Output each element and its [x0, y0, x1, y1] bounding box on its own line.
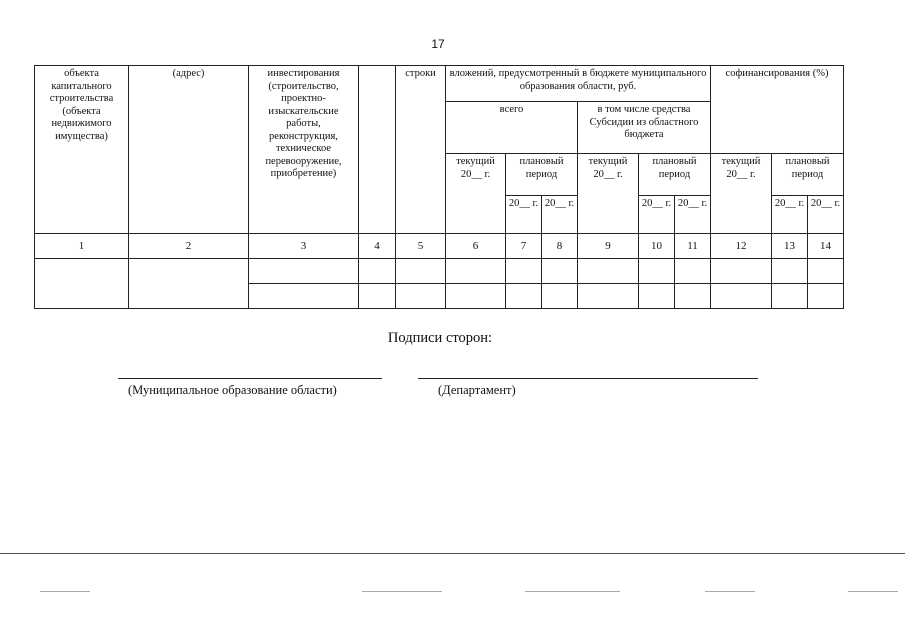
header-subsidy: в том числе средства Субсидии из областного бюджета: [578, 102, 711, 154]
signature-label-municipality: (Муниципальное образование области): [128, 383, 337, 397]
header-current-year: текущий 20__ г.: [578, 154, 639, 234]
empty-cell: [506, 259, 542, 284]
signature-line-department: [418, 378, 758, 379]
empty-cell: [808, 284, 844, 309]
header-planned-period: плановый период: [639, 154, 711, 196]
header-year: 20__ г.: [506, 196, 542, 234]
empty-cell: [675, 259, 711, 284]
empty-cell: [772, 259, 808, 284]
empty-cell: [639, 259, 675, 284]
header-year: 20__ г.: [808, 196, 844, 234]
empty-cell: [711, 259, 772, 284]
empty-cell: [446, 259, 506, 284]
empty-cell: [542, 259, 578, 284]
header-address: (адрес): [129, 66, 249, 234]
header-year: 20__ г.: [639, 196, 675, 234]
empty-cell: [129, 259, 249, 309]
empty-cell: [542, 284, 578, 309]
empty-cell: [396, 259, 446, 284]
header-year: 20__ г.: [675, 196, 711, 234]
column-number: 14: [808, 234, 844, 259]
empty-cell: [578, 284, 639, 309]
header-year: 20__ г.: [772, 196, 808, 234]
column-number: 3: [249, 234, 359, 259]
empty-cell: [249, 284, 359, 309]
header-current-year: текущий 20__ г.: [446, 154, 506, 234]
column-number: 12: [711, 234, 772, 259]
header-budget: вложений, предусмотренный в бюджете муниципального образования области, руб.: [446, 66, 711, 102]
column-number: 1: [35, 234, 129, 259]
footer-dash: [362, 591, 442, 592]
footer-dash: [848, 591, 898, 592]
column-number: 11: [675, 234, 711, 259]
footer-dash: [705, 591, 755, 592]
footer-dash: [40, 591, 90, 592]
header-col4: [359, 66, 396, 234]
header-cofinancing: софинансирования (%): [711, 66, 844, 154]
empty-cell: [506, 284, 542, 309]
empty-cell: [772, 284, 808, 309]
empty-cell: [359, 284, 396, 309]
column-number: 6: [446, 234, 506, 259]
empty-cell: [359, 259, 396, 284]
column-number-row: [35, 234, 844, 259]
column-number: 2: [129, 234, 249, 259]
header-current-year: текущий 20__ г.: [711, 154, 772, 234]
header-planned-period: плановый период: [772, 154, 844, 196]
column-number: 4: [359, 234, 396, 259]
header-total: всего: [446, 102, 578, 154]
empty-cell: [711, 284, 772, 309]
empty-cell: [396, 284, 446, 309]
empty-cell: [446, 284, 506, 309]
empty-cell: [249, 259, 359, 284]
signature-label-department: (Департамент): [438, 383, 516, 397]
signature-line-municipality: [118, 378, 382, 379]
empty-cell: [675, 284, 711, 309]
column-number: 9: [578, 234, 639, 259]
header-row: строки: [396, 66, 446, 234]
column-number: 7: [506, 234, 542, 259]
investment-table: [34, 65, 844, 309]
page-number: 17: [431, 37, 445, 51]
empty-cell: [639, 284, 675, 309]
column-number: 8: [542, 234, 578, 259]
empty-cell: [35, 259, 129, 309]
column-number: 5: [396, 234, 446, 259]
empty-cell: [808, 259, 844, 284]
header-object: объекта капитального строительства (объекта недвижимого имущества): [35, 66, 129, 234]
empty-cell: [578, 259, 639, 284]
footer-rule: [0, 553, 905, 554]
column-number: 10: [639, 234, 675, 259]
signatures-title: Подписи сторон:: [387, 330, 493, 346]
header-year: 20__ г.: [542, 196, 578, 234]
table-row: [35, 259, 844, 284]
column-number: 13: [772, 234, 808, 259]
footer-dash: [525, 591, 620, 592]
header-planned-period: плановый период: [506, 154, 578, 196]
header-investment: инвестирования (строительство, проектно-изыскательские работы, реконструкция, техническое перевооружение, приобретение): [249, 66, 359, 234]
